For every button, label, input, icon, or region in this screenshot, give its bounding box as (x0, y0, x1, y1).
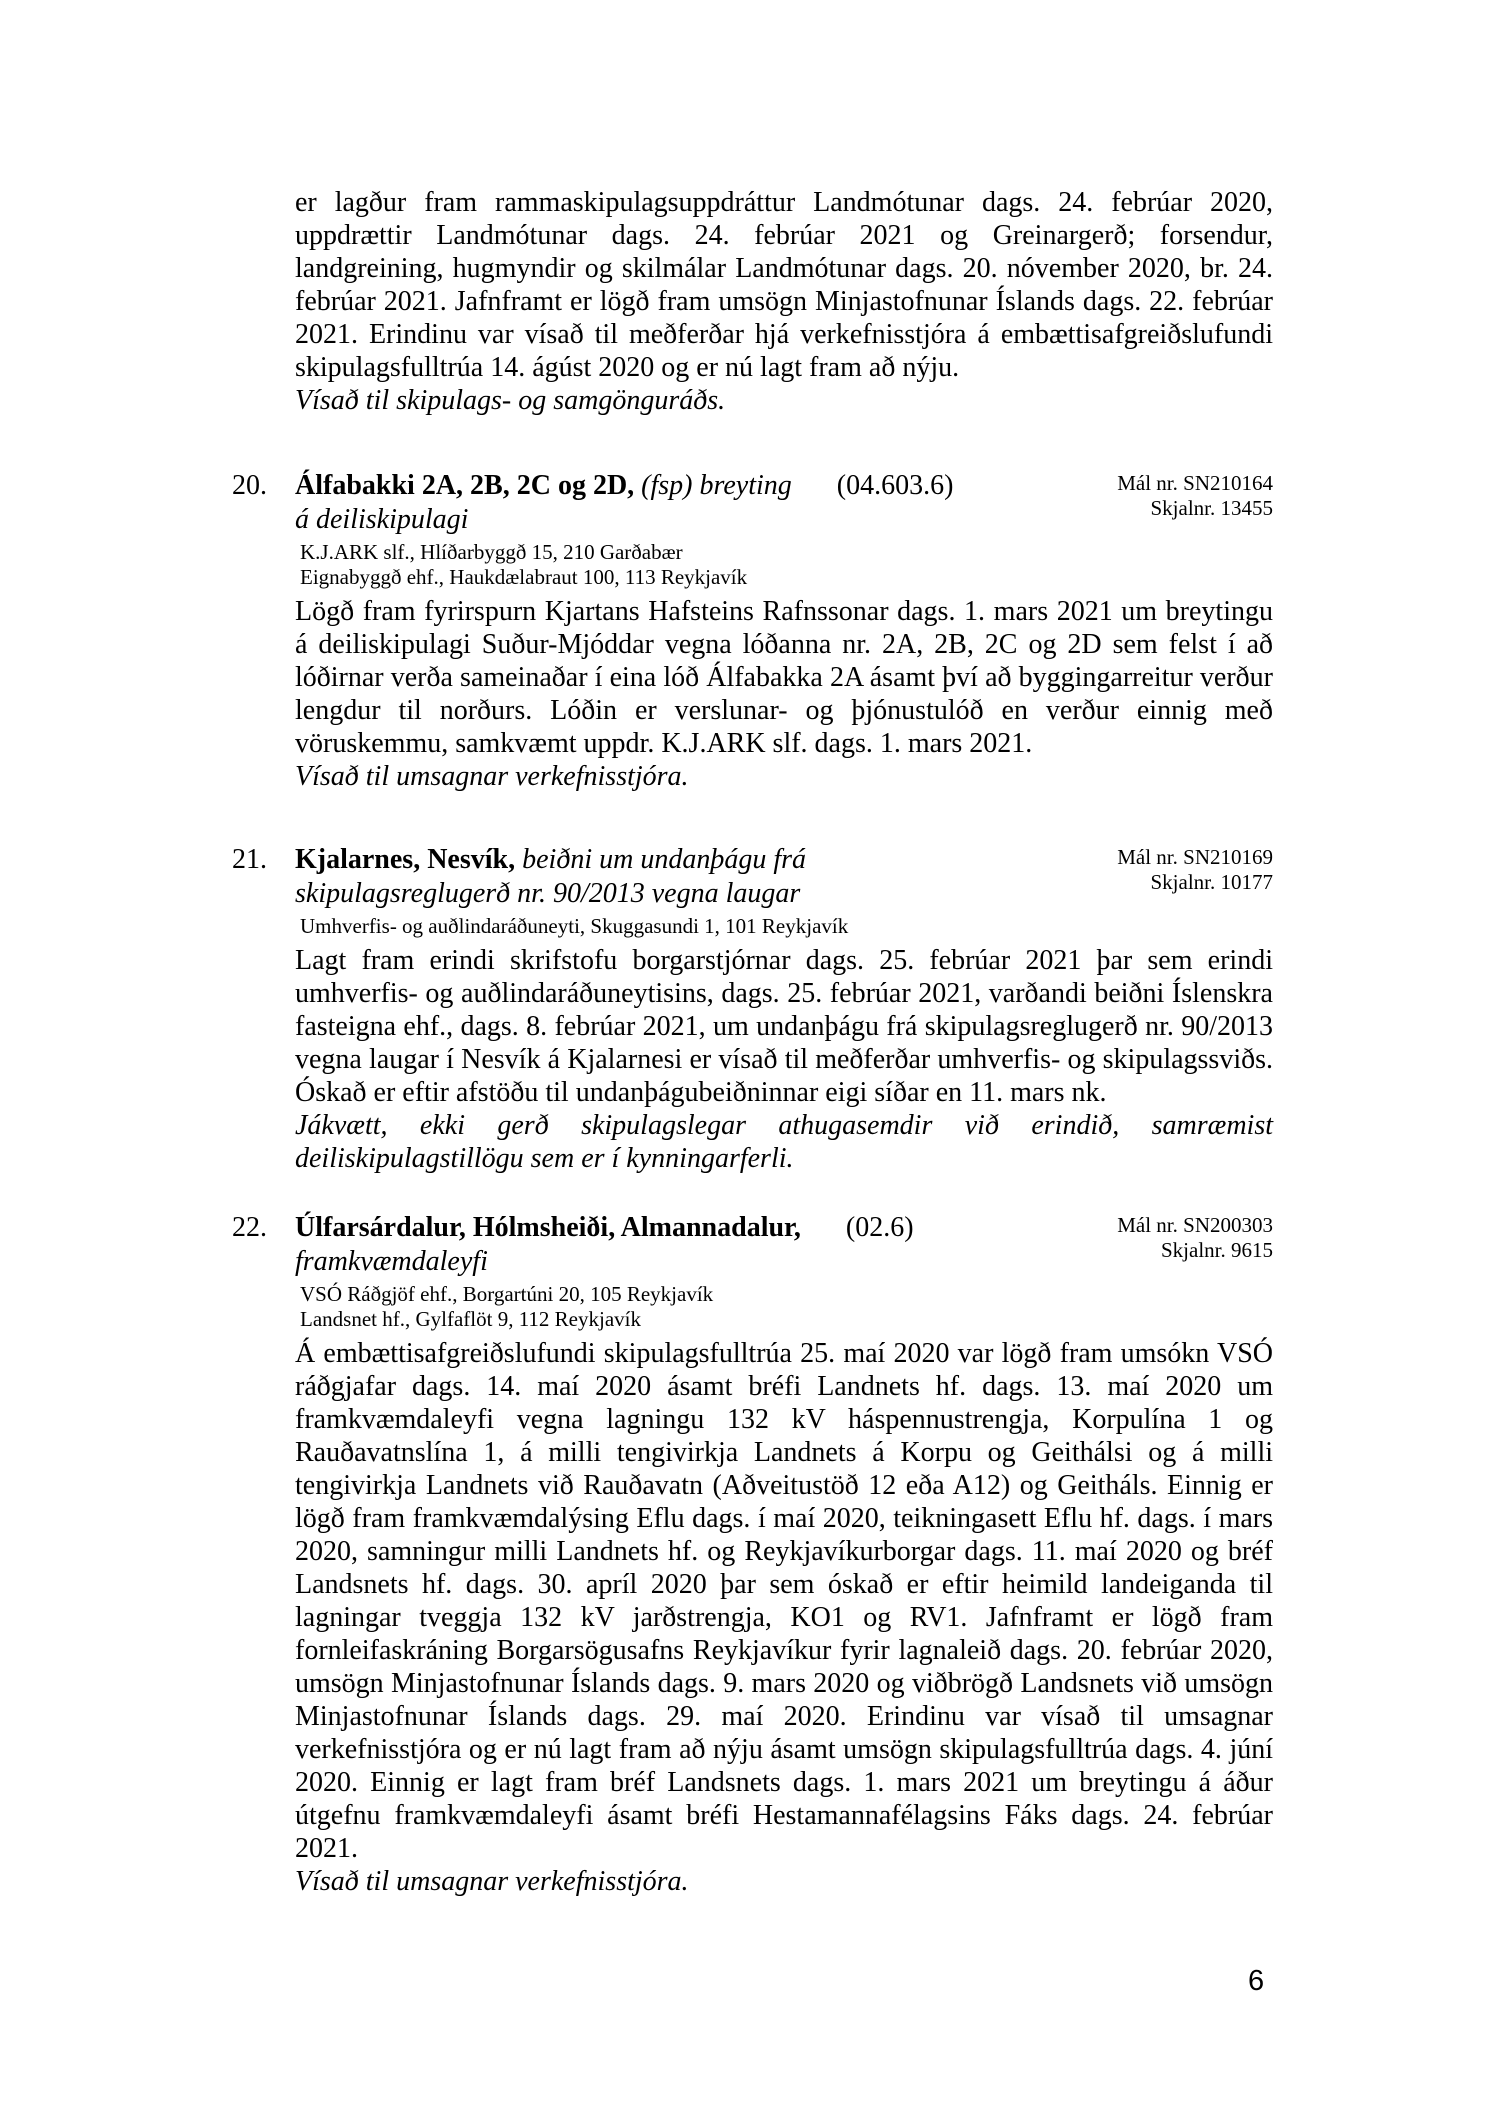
address-line: VSÓ Ráðgjöf ehf., Borgartúni 20, 105 Reykjavík (300, 1282, 714, 1306)
address-line: Eignabyggð ehf., Haukdælabraut 100, 113 Reykjavík (300, 565, 748, 589)
item-body: Lagt fram erindi skrifstofu borgarstjórnar dags. 25. febrúar 2021 þar sem erindi umhverfis- og auðlindaráðuneytisins, dags. 25. febrúar 2021, varðandi beiðni Íslenskra fasteigna ehf., dags. 8. febrúar 2021, um undanþágu frá skipulagsreglugerð nr. 90/2013 vegna laugar í Nesvík á Kjalarnesi er vísað til meðferðar umhverfis- og skipulagssviðs. Óskað er eftir afstöðu til undanþágubeiðninnar eigi síðar en 11. mars nk. (295, 945, 1273, 1108)
case-number: Mál nr. SN210164 (1117, 471, 1273, 495)
item-title-line2: skipulagsreglugerð nr. 90/2013 vegna laugar (295, 878, 801, 909)
item-title-bold: Úlfarsárdalur, Hólmsheiði, Almannadalur, (295, 1212, 801, 1243)
intro-section (295, 186, 1273, 417)
item-resolution: Vísað til umsagnar verkefnisstjóra. (295, 761, 689, 792)
item-number: 21. (232, 844, 267, 875)
case-number: Mál nr. SN210169 (1117, 845, 1273, 869)
intro-resolution: Vísað til skipulags- og samgönguráðs. (295, 385, 726, 416)
item-title-line2: framkvæmdaleyfi (295, 1246, 488, 1277)
applicant-addresses (295, 540, 1273, 590)
item-title-italic: beiðni um undanþágu frá (522, 844, 806, 875)
document-number: Skjalnr. 10177 (1150, 870, 1273, 894)
item-body: Á embættisafgreiðslufundi skipulagsfulltrúa 25. maí 2020 var lögð fram umsókn VSÓ ráðgjafar dags. 14. maí 2020 ásamt bréfi Landnets hf. dags. 13. maí 2020 um framkvæmdaleyfi vegna lagningu 132 kV háspennustrengja, Korpulína 1 og Rauðavatnslína 1, á milli tengivirkja Landnets á Korpu og Geithálsi og á milli tengivirkja Landnets við Rauðavatn (Aðveitustöð 12 eða A12) og Geitháls. Einnig er lögð fram framkvæmdalýsing Eflu dags. í maí 2020, teikningasett Eflu hf. dags. í mars 2020, samningur milli Landnets hf. og Reykjavíkurborgar dags. 11. maí 2020 og bréf Landsnets hf. dags. 30. apríl 2020 þar sem óskað er eftir heimild landeiganda til lagningar tveggja 132 kV jarðstrengja, KO1 og RV1. Jafnframt er lögð fram fornleifaskráning Borgarsögusafns Reykjavíkur fyrir lagnaleið dags. 20. febrúar 2020, umsögn Minjastofnunar Íslands dags. 9. mars 2020 og viðbrögð Landsnets við umsögn Minjastofnunar Íslands dags. 29. maí 2020. Erindinu var vísað til umsagnar verkefnisstjóra og er nú lagt fram að nýju ásamt umsögn skipulagsfulltrúa dags. 4. júní 2020. Einnig er lagt fram bréf Landsnets dags. 1. mars 2021 um breytingu á áður útgefnu framkvæmdaleyfi ásamt bréfi Hestamannafélagsins Fáks dags. 24. febrúar 2021. (295, 1338, 1273, 1864)
item-main (295, 1211, 1273, 1898)
address-line: K.J.ARK slf., Hlíðarbyggð 15, 210 Garðabær (300, 540, 683, 564)
item-number: 22. (232, 1212, 267, 1243)
item-title-bold: Álfabakki 2A, 2B, 2C og 2D, (295, 470, 635, 501)
intro-paragraph: er lagður fram rammaskipulagsuppdráttur Landmótunar dags. 24. febrúar 2020, uppdrættir Landmótunar dags. 24. febrúar 2021 og Greinargerð; forsendur, landgreining, hugmyndir og skilmálar Landmótunar dags. 20. nóvember 2020, br. 24. febrúar 2021. Jafnframt er lögð fram umsögn Minjastofnunar Íslands dags. 22. febrúar 2021. Erindinu var vísað til meðferðar hjá verkefnisstjóra á embættisafgreiðslufundi skipulagsfulltrúa 14. ágúst 2020 og er nú lagt fram að nýju. (295, 187, 1273, 383)
document-number: Skjalnr. 13455 (1150, 496, 1273, 520)
agenda-item-20 (232, 469, 1273, 793)
category-code: (02.6) (845, 1212, 914, 1243)
item-resolution: Vísað til umsagnar verkefnisstjóra. (295, 1866, 689, 1897)
address-line: Landsnet hf., Gylfaflöt 9, 112 Reykjavík (300, 1307, 641, 1331)
item-main (295, 843, 1273, 1175)
address-line: Umhverfis- og auðlindaráðuneyti, Skuggasundi 1, 101 Reykjavík (300, 914, 849, 938)
applicant-addresses (295, 914, 1273, 939)
case-references (1117, 471, 1273, 521)
category-code: (04.603.6) (836, 470, 954, 501)
agenda-item-21 (232, 843, 1273, 1175)
page-content (232, 186, 1273, 1898)
page-number: 6 (1248, 1965, 1265, 1997)
item-body: Lögð fram fyrirspurn Kjartans Hafsteins Rafnssonar dags. 1. mars 2021 um breytingu á deiliskipulagi Suður-Mjóddar vegna lóðanna nr. 2A, 2B, 2C og 2D sem felst í að lóðirnar verða sameinaðar í eina lóð Álfabakka 2A ásamt því að byggingarreitur verður lengdur til norðurs. Lóðin er verslunar- og þjónustulóð en verður einnig með vöruskemmu, samkvæmt uppdr. K.J.ARK slf. dags. 1. mars 2021. (295, 596, 1273, 759)
item-title-line2: á deiliskipulagi (295, 504, 469, 535)
applicant-addresses (295, 1282, 1273, 1332)
item-title-bold: Kjalarnes, Nesvík, (295, 844, 516, 875)
case-number: Mál nr. SN200303 (1117, 1213, 1273, 1237)
case-references (1117, 1213, 1273, 1263)
document-number: Skjalnr. 9615 (1160, 1238, 1273, 1262)
item-number: 20. (232, 470, 267, 501)
item-title-italic: (fsp) breyting (641, 470, 792, 501)
item-main (295, 469, 1273, 793)
case-references (1117, 845, 1273, 895)
agenda-item-22 (232, 1211, 1273, 1898)
item-resolution: Jákvætt, ekki gerð skipulagslegar athugasemdir við erindið, samræmist deiliskipulagstillögu sem er í kynningarferli. (295, 1110, 1273, 1174)
